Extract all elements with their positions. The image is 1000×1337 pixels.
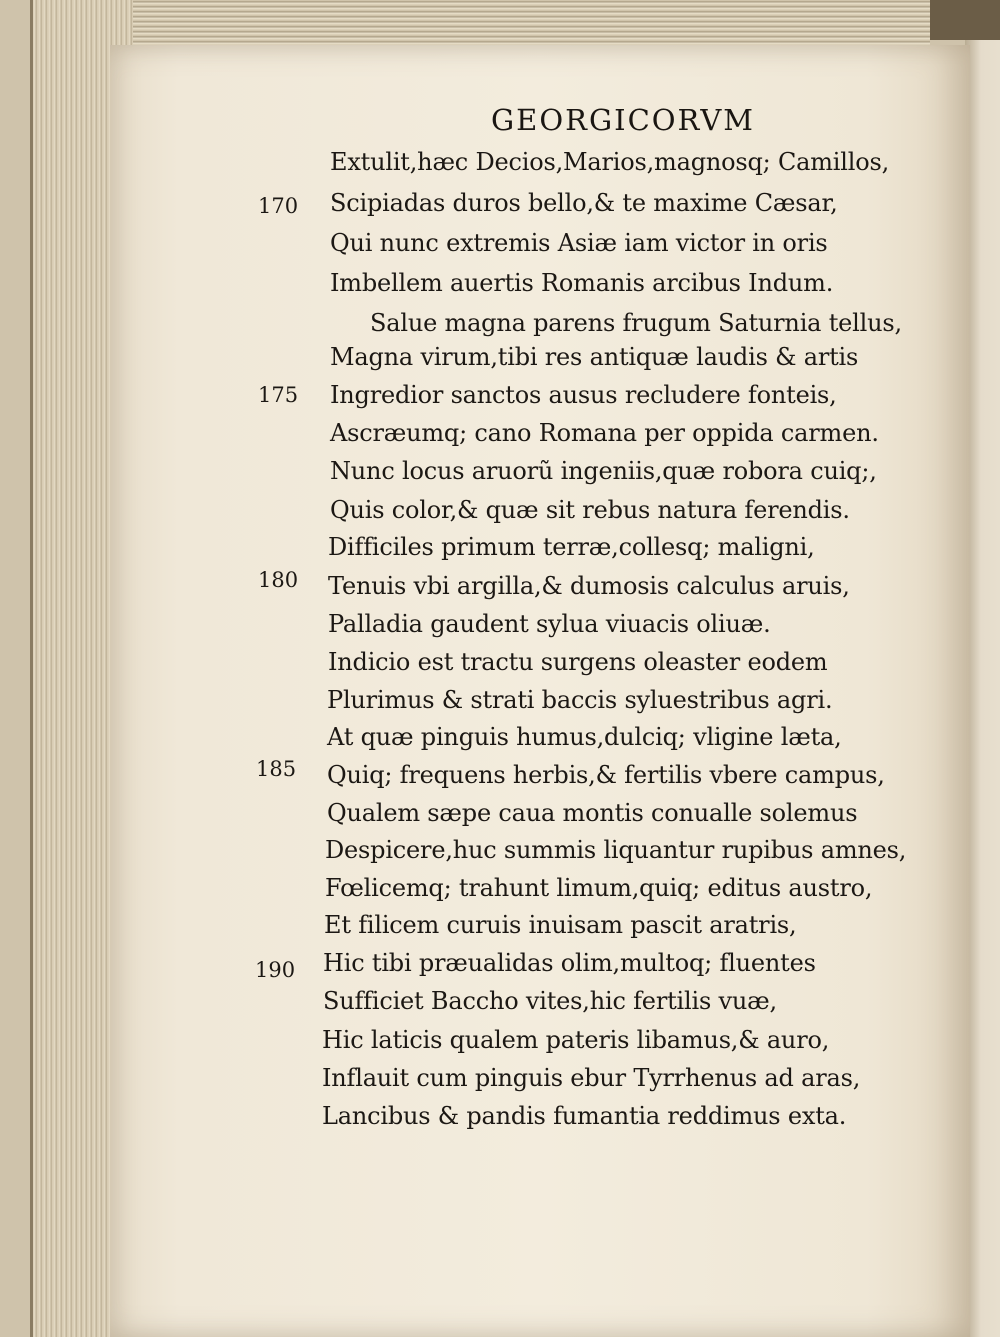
verse-line: Qualem sæpe caua montis conualle solemus [327, 799, 858, 827]
verse-line: Qui nunc extremis Asiæ iam victor in oris [330, 229, 828, 257]
line-number: 185 [256, 757, 297, 781]
verse-line: Tenuis vbi argilla,& dumosis calculus aruis, [328, 572, 850, 600]
verse-line: Magna virum,tibi res antiquæ laudis & artis [330, 343, 859, 371]
verse-line: Ascræumq; cano Romana per oppida carmen. [330, 419, 879, 447]
verse-line: Palladia gaudent sylua viuacis oliuæ. [328, 610, 771, 638]
line-number: 190 [255, 958, 296, 982]
line-number: 180 [258, 568, 299, 592]
verse-line: Hic laticis qualem pateris libamus,& auro, [322, 1026, 830, 1054]
verse-line: Hic tibi præualidas olim,multoq; fluentes [323, 949, 816, 977]
verse-line: At quæ pinguis humus,dulciq; vligine læta, [327, 723, 842, 751]
verse-line: Despicere,huc summis liquantur rupibus amnes, [325, 836, 907, 864]
verse-line: Extulit,hæc Decios,Marios,magnosq; Camillos, [330, 148, 890, 176]
verse-line: Nunc locus aruorũ ingeniis,quæ robora cuiq;, [330, 457, 877, 485]
verse-line: Plurimus & strati baccis syluestribus agri. [327, 686, 833, 714]
verse-line: Ingredior sanctos ausus recludere fonteis, [330, 381, 837, 409]
page-title: GEORGICORVM [491, 103, 755, 137]
line-number: 170 [258, 194, 299, 218]
verse-line: Quis color,& quæ sit rebus natura ferendis. [330, 496, 850, 524]
verse-line: Imbellem auertis Romanis arcibus Indum. [330, 269, 834, 297]
verse-line: Quiq; frequens herbis,& fertilis vbere campus, [327, 761, 885, 789]
verse-line: Sufficiet Baccho vites,hic fertilis vuæ, [323, 987, 777, 1015]
verse-line: Lancibus & pandis fumantia reddimus exta. [322, 1102, 847, 1130]
verse-line: Indicio est tractu surgens oleaster eodem [328, 648, 828, 676]
verse-line: Fœlicemq; trahunt limum,quiq; editus austro, [325, 874, 873, 902]
verse-line: Inflauit cum pinguis ebur Tyrrhenus ad aras, [322, 1064, 861, 1092]
verse-line: Scipiadas duros bello,& te maxime Cæsar, [330, 189, 838, 217]
line-number: 175 [258, 383, 299, 407]
verse-line: Salue magna parens frugum Saturnia tellus, [370, 309, 902, 337]
verse-line: Et filicem curuis inuisam pascit aratris, [324, 911, 797, 939]
verse-line: Difficiles primum terræ,collesq; maligni, [328, 533, 815, 561]
